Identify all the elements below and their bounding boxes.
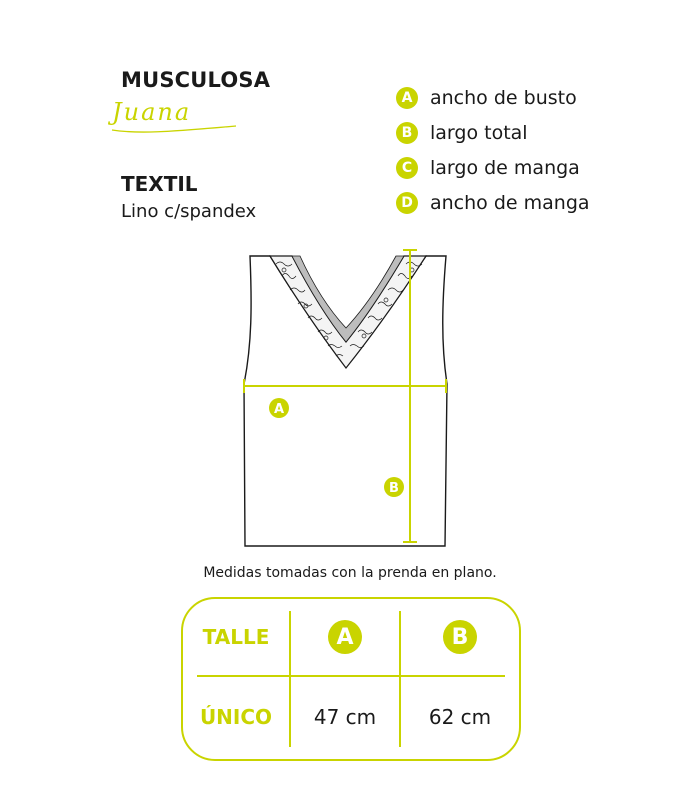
legend-label-b: largo total xyxy=(430,121,528,144)
header-size-cell xyxy=(183,599,289,675)
row-b-value: 62 cm xyxy=(428,705,492,729)
header-a-cell xyxy=(291,599,399,675)
legend-item-d xyxy=(396,185,590,220)
garment-diagram xyxy=(236,244,460,556)
legend-item-a xyxy=(396,80,590,115)
row-a-cell xyxy=(291,677,399,757)
marker-a-label: A xyxy=(273,402,285,417)
header-a-badge: A xyxy=(328,620,362,654)
legend-badge-a: A xyxy=(396,87,418,109)
fabric-value: Lino c/spandex xyxy=(121,201,257,222)
header-b-badge: B xyxy=(443,620,477,654)
row-size-cell xyxy=(183,677,289,757)
row-b-cell xyxy=(401,677,519,757)
legend-badge-d: D xyxy=(396,192,418,214)
row-a-value: 47 cm xyxy=(313,705,377,729)
header-b-cell xyxy=(401,599,519,675)
row-size-label: ÚNICO xyxy=(199,705,273,729)
legend-item-b xyxy=(396,115,590,150)
legend-badge-b: B xyxy=(396,122,418,144)
legend-label-a: ancho de busto xyxy=(430,86,577,109)
measurement-note: Medidas tomadas con la prenda en plano. xyxy=(203,565,497,581)
marker-b-label: B xyxy=(389,481,399,496)
fabric-heading: TEXTIL xyxy=(121,172,198,196)
product-title: MUSCULOSA xyxy=(121,68,271,92)
legend-label-d: ancho de manga xyxy=(430,191,590,214)
legend-badge-c: C xyxy=(396,157,418,179)
header-size-label: TALLE xyxy=(202,625,270,649)
size-table xyxy=(181,597,521,761)
product-model-name: Juana xyxy=(112,98,192,126)
measurement-legend xyxy=(396,80,590,220)
legend-item-c xyxy=(396,150,590,185)
legend-label-c: largo de manga xyxy=(430,156,580,179)
